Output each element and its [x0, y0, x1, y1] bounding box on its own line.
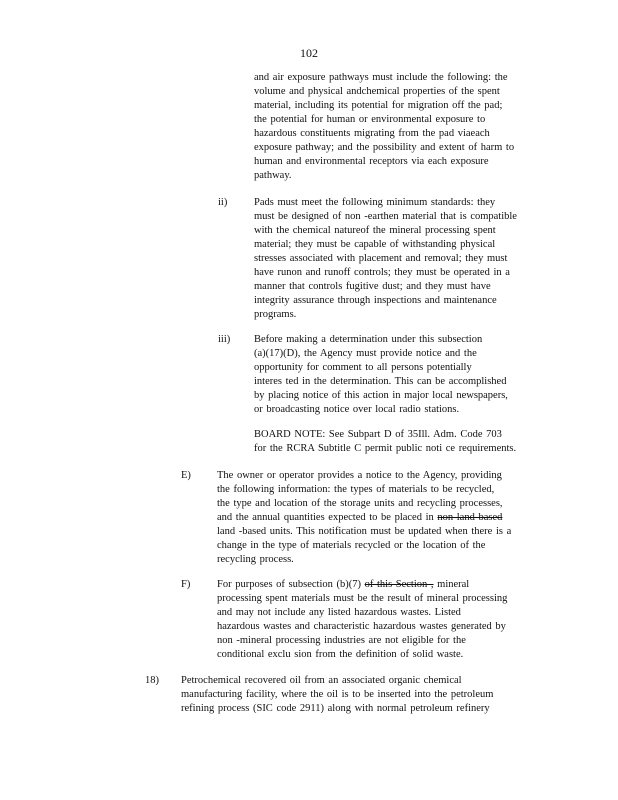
- text-line: and may not include any listed hazardous wastes. Listed: [217, 607, 461, 618]
- text-line: volume and physical andchemical properties of the spent: [254, 86, 500, 97]
- text-line: material, including its potential for migration off the pad;: [254, 100, 503, 111]
- text-line: the potential for human or environmental exposure to: [254, 114, 486, 125]
- text-line: interes ted in the determination. This can be accomplished: [254, 376, 507, 387]
- item-e-paragraph: [217, 469, 542, 567]
- text-line: integrity assurance through inspections and maintenance: [254, 295, 497, 306]
- text-line: pathway.: [254, 170, 292, 181]
- item-f-paragraph: [217, 578, 542, 662]
- text-line: must be designed of non -earthen material that is compatible: [254, 211, 517, 222]
- item-iii-label: iii): [218, 334, 231, 345]
- text-line: [217, 578, 542, 592]
- item-18-label: 18): [145, 675, 159, 686]
- item-18-paragraph: [181, 674, 542, 716]
- text-line: the type and location of the storage units and recycling processes,: [217, 498, 503, 509]
- text-line: opportunity for comment to all persons potentially: [254, 362, 472, 373]
- text-line: material; they must be capable of withstanding physical: [254, 239, 496, 250]
- intro-paragraph: [254, 71, 542, 183]
- text-line: land -based units. This notification must be updated when there is a: [217, 526, 512, 537]
- item-e-label: E): [181, 470, 191, 481]
- text-segment: and the annual quantities expected to be placed in: [217, 512, 434, 523]
- text-line: recycling process.: [217, 554, 294, 565]
- text-line: exposure pathway; and the possibility and extent of harm to: [254, 142, 515, 153]
- text-line: The owner or operator provides a notice to the Agency, providing: [217, 470, 502, 481]
- text-line: and air exposure pathways must include the following: the: [254, 72, 508, 83]
- text-line: Petrochemical recovered oil from an associated organic chemical: [181, 675, 462, 686]
- text-line: programs.: [254, 309, 297, 320]
- text-line: stresses associated with placement and removal; they must: [254, 253, 508, 264]
- text-line: with the chemical natureof the mineral processing spent: [254, 225, 496, 236]
- text-line: by placing notice of this action in major local newspapers,: [254, 390, 508, 401]
- text-line: human and environmental receptors via each exposure: [254, 156, 489, 167]
- item-iii-paragraph: [254, 333, 542, 417]
- struck-text: non land based: [437, 512, 503, 523]
- text-line: the following information: the types of materials to be recycled,: [217, 484, 495, 495]
- text-line: Before making a determination under this subsection: [254, 334, 483, 345]
- text-line: refining process (SIC code 2911) along with normal petroleum refinery: [181, 703, 490, 714]
- text-line: Pads must meet the following minimum standards: they: [254, 197, 496, 208]
- text-line: non -mineral processing industries are not eligible for the: [217, 635, 466, 646]
- text-line: processing spent materials must be the result of mineral processing: [217, 593, 508, 604]
- page-number: 102: [300, 46, 318, 60]
- text-line: for the RCRA Subtitle C permit public noti ce requirements.: [254, 443, 517, 454]
- text-line: manner that controls fugitive dust; and they must have: [254, 281, 491, 292]
- text-segment: mineral: [437, 579, 470, 590]
- text-line: [217, 511, 542, 525]
- text-segment: For purposes of subsection (b)(7): [217, 579, 361, 590]
- board-note: [254, 428, 542, 456]
- text-line: hazardous constituents migrating from the pad viaeach: [254, 128, 490, 139]
- text-line: conditional exclu sion from the definition of solid waste.: [217, 649, 464, 660]
- text-line: manufacturing facility, where the oil is to be inserted into the petroleum: [181, 689, 494, 700]
- text-line: or broadcasting notice over local radio stations.: [254, 404, 460, 415]
- struck-text: of this Section ,: [364, 579, 434, 590]
- item-f-label: F): [181, 579, 191, 590]
- item-ii-paragraph: [254, 196, 542, 322]
- text-line: have runon and runoff controls; they must be operated in a: [254, 267, 510, 278]
- text-line: BOARD NOTE: See Subpart D of 35Ill. Adm. Code 703: [254, 429, 502, 440]
- text-line: (a)(17)(D), the Agency must provide notice and the: [254, 348, 477, 359]
- text-line: hazardous wastes and characteristic hazardous wastes generated by: [217, 621, 506, 632]
- text-line: change in the type of materials recycled or the location of the: [217, 540, 486, 551]
- item-ii-label: ii): [218, 197, 228, 208]
